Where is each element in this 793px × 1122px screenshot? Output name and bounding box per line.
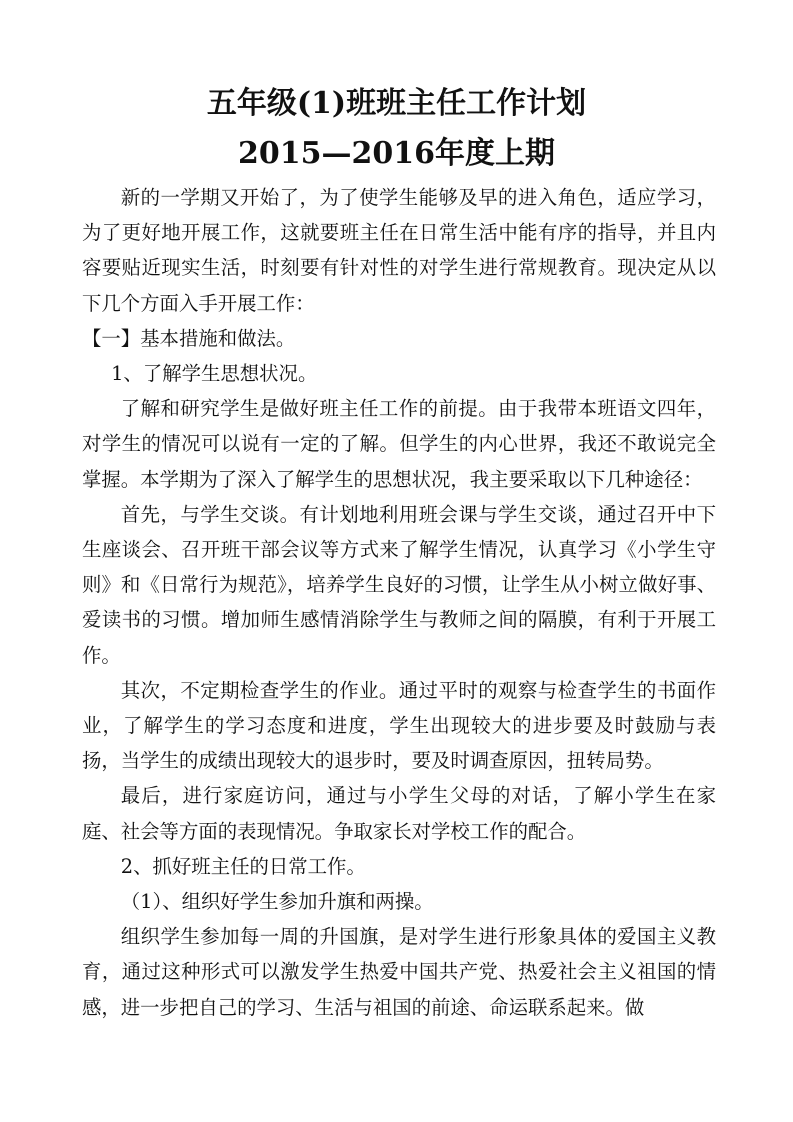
body-paragraph: 最后，进行家庭访问，通过与小学生父母的对话，了解小学生在家庭、社会等方面的表现情况。争取家长对学校工作的配合。 [82, 784, 716, 843]
document-subtitle: 2015—2016年度上期 [238, 136, 555, 171]
section-heading: 【一】基本措施和做法。 [82, 326, 296, 350]
subsection-heading: 1、了解学生思想状况。 [111, 362, 318, 386]
body-paragraph: 首先，与学生交谈。有计划地利用班会课与学生交谈，通过召开中下生座谈会、召开班干部会议等方式来了解学生情况，认真学习《小学生守则》和《日常行为规范》，培养学生良好的习惯，让学生从小树立做好事、爱读书的习惯。增加师生感情消除学生与教师之间的隔膜，有利于开展工作。 [82, 502, 716, 667]
subsection-heading: 2、抓好班主任的日常工作。 [120, 854, 366, 878]
document-body [82, 180, 716, 1025]
subsection-heading: （1）、组织好学生参加升旗和两操。 [120, 890, 434, 914]
body-paragraph: 了解和研究学生是做好班主任工作的前提。由于我带本班语文四年，对学生的情况可以说有一定的了解。但学生的内心世界，我还不敢说完全掌握。本学期为了深入了解学生的思想状况，我主要采取以下几种途径： [82, 397, 716, 491]
body-paragraph: 其次，不定期检查学生的作业。通过平时的观察与检查学生的书面作业，了解学生的学习态度和进度，学生出现较大的进步要及时鼓励与表扬，当学生的成绩出现较大的退步时，要及时调查原因，扭转局势。 [82, 678, 716, 773]
document-title: 五年级(1)班班主任工作计划 [206, 86, 587, 121]
intro-paragraph: 新的一学期又开始了，为了使学生能够及早的进入角色，适应学习，为了更好地开展工作，这就要班主任在日常生活中能有序的指导，并且内容要贴近现实生活，时刻要有针对性的对学生进行常规教育。现决定从以下几个方面入手开展工作： [82, 186, 716, 315]
body-paragraph: 组织学生参加每一周的升国旗，是对学生进行形象具体的爱国主义教育，通过这种形式可以激发学生热爱中国共产党、热爱社会主义祖国的情感，进一步把自己的学习、生活与祖国的前途、命运联系起来。做 [82, 925, 716, 1019]
